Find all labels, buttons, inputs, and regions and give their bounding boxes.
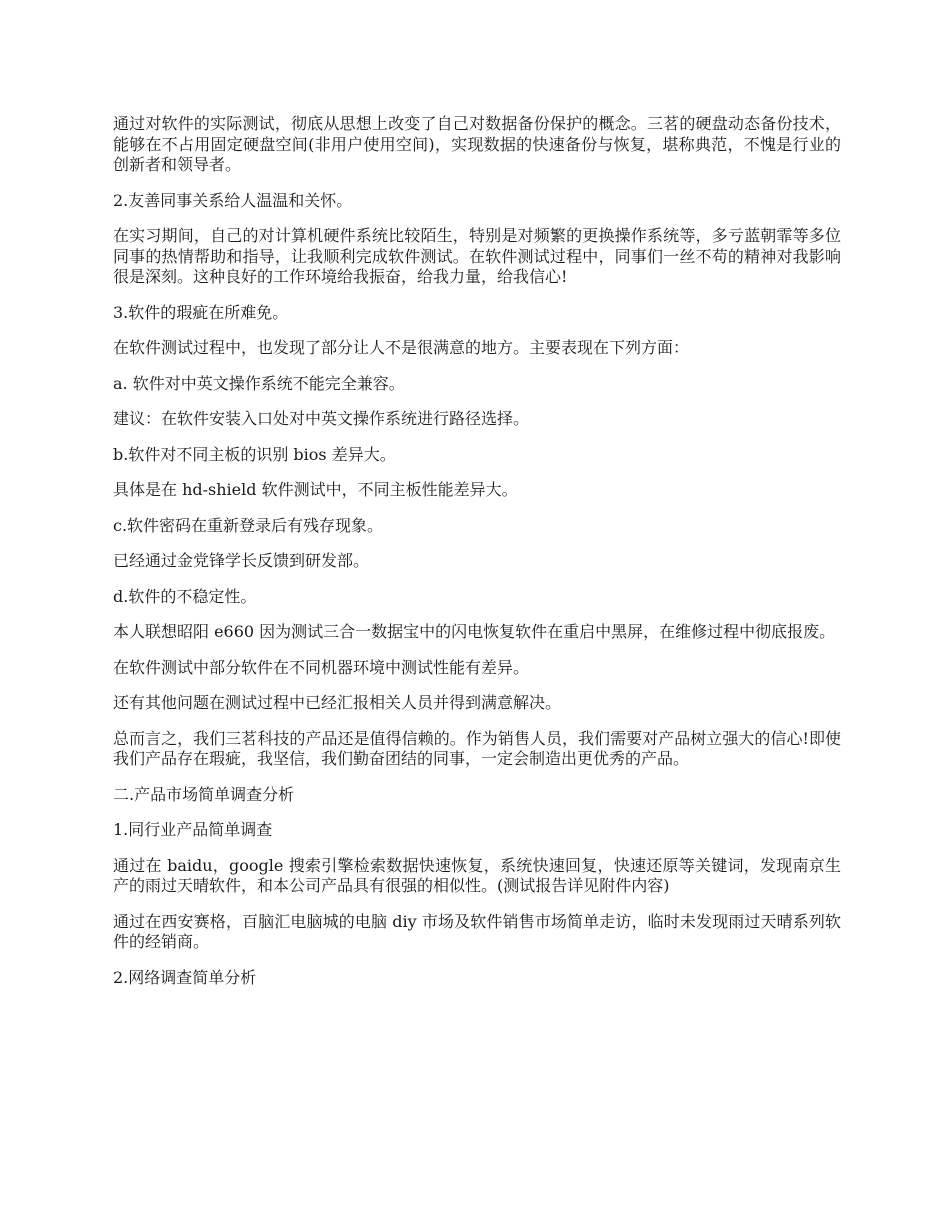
heading-online-survey: 2.网络调查简单分析 [113, 967, 257, 987]
list-item-a: a. 软件对中英文操作系统不能完全兼容。 [113, 373, 405, 393]
paragraph-issues-intro: 在软件测试过程中，也发现了部分让人不是很满意的地方。主要表现在下列方面： [113, 338, 690, 357]
document-body [113, 114, 841, 1003]
paragraph-feedback: 已经通过金党锋学长反馈到研发部。 [113, 551, 370, 570]
heading-industry-survey: 1.同行业产品简单调查 [113, 820, 273, 839]
list-item-c: c.软件密码在重新登录后有残存现象。 [113, 515, 384, 535]
paragraph-conclusion: 总而言之，我们三茗科技的产品还是值得信赖的。作为销售人员，我们需要对产品树立强大的信心!即使我们产品存在瑕疵，我坚信，我们勤奋团结的同事，一定会制造出更优秀的产品。 [113, 728, 841, 768]
paragraph-search-findings: 通过在 baidu，google 搜索引擎检索数据快速恢复，系统快速回复，快速还原等关键词，发现南京生产的雨过天晴软件，和本公司产品具有很强的相似性。(测试报告详见附件内容) [113, 855, 841, 895]
paragraph-laptop-failure: 本人联想昭阳 e660 因为测试三合一数据宝中的闪电恢复软件在重启中黑屏，在维修过程中彻底报废。 [113, 622, 836, 641]
paragraph-other-issues: 还有其他问题在测试过程中已经汇报相关人员并得到满意解决。 [113, 693, 562, 712]
paragraph-hd-shield: 具体是在 hd-shield 软件测试中，不同主板性能差异大。 [113, 480, 518, 499]
paragraph-backup-concept: 通过对软件的实际测试，彻底从思想上改变了自己对数据备份保护的概念。三茗的硬盘动态备份技术，能够在不占用固定硬盘空间(非用户使用空间)，实现数据的快速备份与恢复，堪称典范，不愧是行业的创新者和领导者。 [113, 114, 841, 174]
paragraph-performance-diff: 在软件测试中部分软件在不同机器环境中测试性能有差异。 [113, 657, 530, 677]
heading-software-flaws: 3.软件的瑕疵在所难免。 [113, 302, 289, 322]
heading-market-survey: 二.产品市场简单调查分析 [113, 784, 295, 804]
heading-colleague-relations: 2.友善同事关系给人温温和关怀。 [113, 190, 353, 210]
list-item-d: d.软件的不稳定性。 [113, 586, 257, 606]
paragraph-market-visit: 通过在西安赛格，百脑汇电脑城的电脑 diy 市场及软件销售市场简单走访，临时未发现雨过天晴系列软件的经销商。 [113, 911, 841, 951]
paragraph-internship-help: 在实习期间，自己的对计算机硬件系统比较陌生，特别是对频繁的更换操作系统等，多亏蓝朝霏等多位同事的热情帮助和指导，让我顺利完成软件测试。在软件测试过程中，同事们一丝不苟的精神对我影响很是深刻。这种良好的工作环境给我振奋，给我力量，给我信心! [113, 226, 841, 286]
list-item-b: b.软件对不同主板的识别 bios 差异大。 [113, 444, 396, 464]
paragraph-suggestion: 建议：在软件安装入口处对中英文操作系统进行路径选择。 [113, 409, 530, 428]
